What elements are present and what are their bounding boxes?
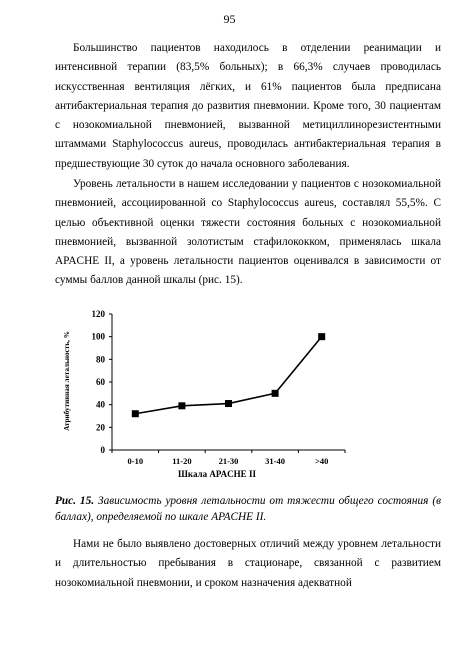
y-tick-label: 120 <box>91 309 105 319</box>
x-axis-label: Шкала APACHE II <box>178 469 256 479</box>
caption-text: Зависимость уровня летальности от тяжести общего состояния (в баллах), определяемой по шкале APACHE II. <box>55 495 442 523</box>
data-point <box>272 390 279 397</box>
data-point <box>225 400 232 407</box>
mortality-chart <box>60 306 350 486</box>
paragraph-2: Уровень летальности в нашем исследовании у пациентов с нозокомиальной пневмонией, ассоциированной со Staphylococcus aureus, составлял 55,5%. С целью объективной оценки тяжести состояния больных с нозокомиальной пневмонией, вызванной золотистым стафилококком, применялась шкала APACHE II, а уровень летальности пациентов оценивался в зависимости от суммы баллов данной шкалы (рис. 15). <box>55 178 441 287</box>
paragraph-3: Нами не было выявлено достоверных отличий между уровнем летальности и длительностью пребывания в стационаре, связанной с развитием нозокомиальной пневмонии, и сроком назначения адекватной <box>55 538 441 589</box>
y-tick-label: 40 <box>96 399 105 410</box>
y-tick-label: 60 <box>96 377 105 387</box>
x-tick-label: 31-40 <box>265 456 286 466</box>
data-point <box>132 410 139 417</box>
x-tick-label: 21-30 <box>218 456 239 466</box>
y-axis-label: Атрибутивная летальность, % <box>63 331 71 431</box>
series-line <box>132 333 325 417</box>
y-tick-label: 100 <box>91 331 105 342</box>
data-point <box>178 402 185 409</box>
chart-svg <box>60 306 350 486</box>
figure-caption <box>55 493 441 525</box>
x-axis <box>112 450 345 466</box>
page-number: 95 <box>223 12 236 26</box>
data-point <box>318 333 325 340</box>
paragraph-1: Большинство пациентов находилось в отделении реанимации и интенсивной терапии (83,5% больных); в 66,3% случаев проводилась искусственная вентиляция лёгких, и 61% пациентов была предписана антибактериальная терапия до развития пневмонии. Кроме того, 30 пациентам с нозокомиальной пневмонией, вызванной метициллинорезистентными штаммами Staphylococcus aureus, проводилась антибактериальная терапия в предшествующие 30 суток до начала основного заболевания. <box>55 42 441 170</box>
y-tick-label: 0 <box>100 445 105 455</box>
caption-label: Рис. 15. <box>55 495 95 507</box>
y-tick-label: 80 <box>96 354 105 365</box>
x-tick-label: 0-10 <box>127 456 144 466</box>
x-tick-label: 11-20 <box>172 456 192 466</box>
x-tick-label: >40 <box>315 456 329 466</box>
y-tick-label: 20 <box>96 422 105 433</box>
y-axis <box>92 309 113 455</box>
